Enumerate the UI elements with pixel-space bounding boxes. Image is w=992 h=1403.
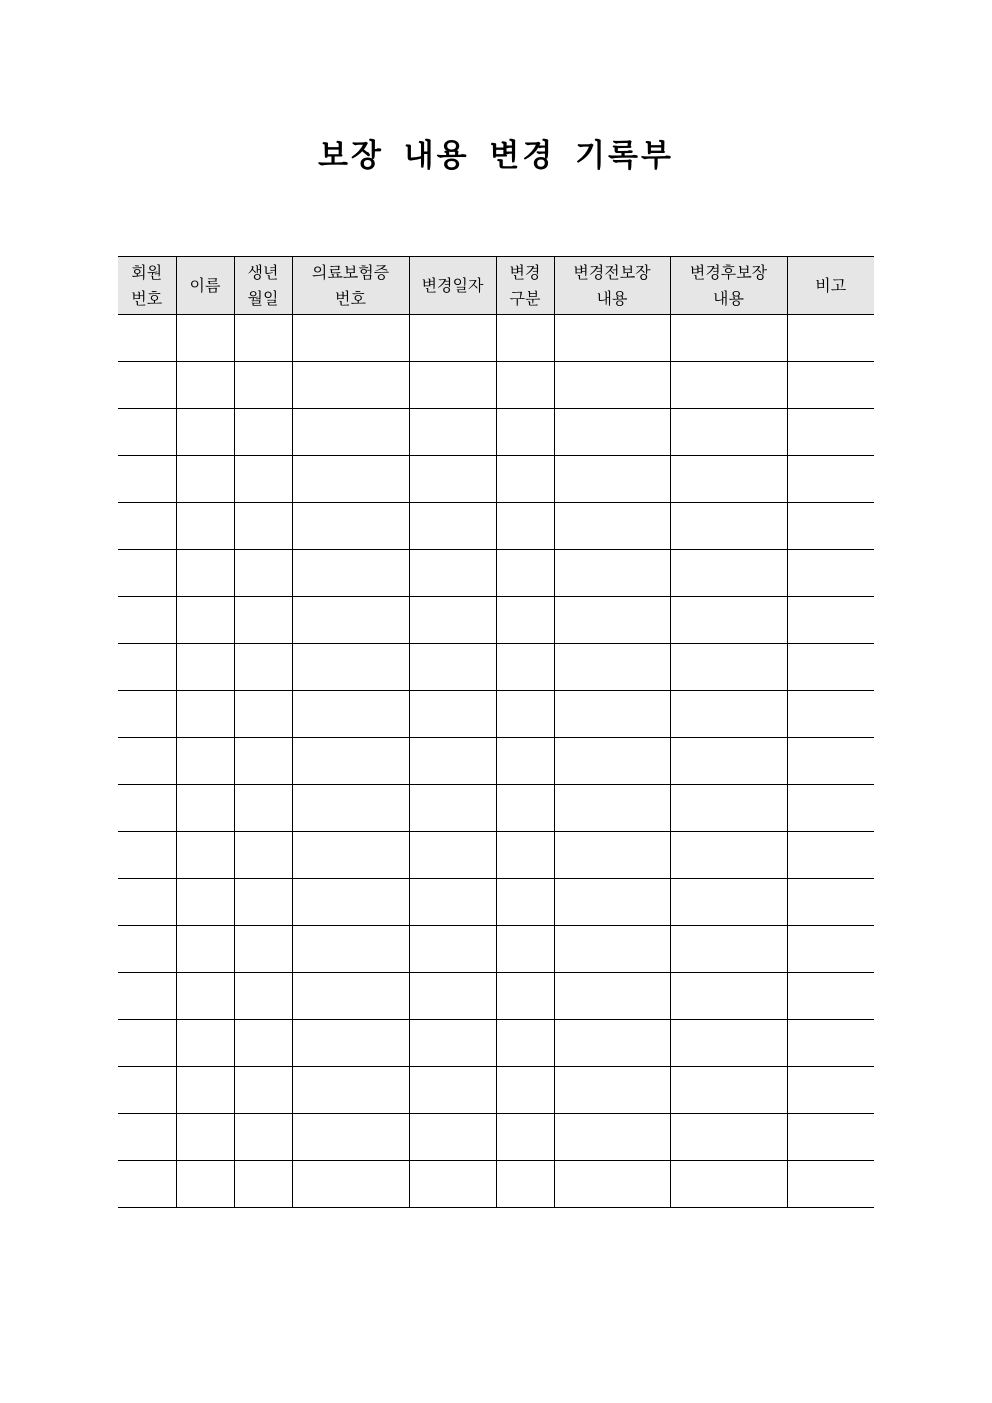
- table-cell[interactable]: [670, 832, 787, 879]
- table-row: [118, 1020, 874, 1067]
- table-cell[interactable]: [409, 879, 496, 926]
- table-cell[interactable]: [292, 550, 409, 597]
- table-row: [118, 1161, 874, 1208]
- table-cell[interactable]: [670, 456, 787, 503]
- column-header-line: 번호: [335, 288, 366, 308]
- column-header: [176, 257, 234, 315]
- table-cell[interactable]: [670, 973, 787, 1020]
- table-cell[interactable]: [409, 597, 496, 644]
- table-row: [118, 1067, 874, 1114]
- table-cell[interactable]: [292, 315, 409, 362]
- column-header-line: 내용: [713, 288, 744, 308]
- header-row: [118, 257, 874, 315]
- table-cell[interactable]: [496, 832, 554, 879]
- record-table: [118, 256, 874, 1208]
- table-cell[interactable]: [176, 1020, 234, 1067]
- table-cell[interactable]: [496, 1114, 554, 1161]
- column-header-line: 내용: [596, 288, 628, 308]
- table-row: [118, 785, 874, 832]
- table-cell[interactable]: [554, 738, 670, 785]
- table-cell[interactable]: [234, 597, 292, 644]
- table-body: [118, 315, 874, 1208]
- table-cell[interactable]: [409, 691, 496, 738]
- table-cell[interactable]: [787, 926, 874, 973]
- table-cell[interactable]: [670, 503, 787, 550]
- table-cell[interactable]: [496, 597, 554, 644]
- table-cell[interactable]: [409, 1114, 496, 1161]
- table-cell[interactable]: [409, 456, 496, 503]
- table-cell[interactable]: [554, 315, 670, 362]
- table-cell[interactable]: [234, 644, 292, 691]
- table-cell[interactable]: [118, 597, 176, 644]
- table-row: [118, 691, 874, 738]
- table-cell[interactable]: [176, 1067, 234, 1114]
- column-header-line: 변경: [509, 262, 541, 282]
- table-cell[interactable]: [670, 926, 787, 973]
- table-cell[interactable]: [496, 973, 554, 1020]
- table-cell[interactable]: [496, 691, 554, 738]
- table-cell[interactable]: [787, 691, 874, 738]
- table-cell[interactable]: [234, 832, 292, 879]
- table-cell[interactable]: [670, 1114, 787, 1161]
- column-header-line: 월일: [247, 288, 279, 308]
- column-header-line: 변경후보장: [689, 262, 768, 282]
- column-header-line: 비고: [815, 275, 847, 295]
- table-cell[interactable]: [554, 832, 670, 879]
- table-cell[interactable]: [409, 315, 496, 362]
- table-row: [118, 362, 874, 409]
- table-cell[interactable]: [554, 1114, 670, 1161]
- table-cell[interactable]: [118, 503, 176, 550]
- column-header: [787, 257, 874, 315]
- table-cell[interactable]: [118, 1161, 176, 1208]
- column-header-line: 이름: [189, 275, 221, 295]
- table-cell[interactable]: [409, 832, 496, 879]
- table-cell[interactable]: [118, 879, 176, 926]
- table-cell[interactable]: [670, 785, 787, 832]
- table-cell[interactable]: [409, 1020, 496, 1067]
- table-row: [118, 597, 874, 644]
- column-header-line: 구분: [509, 288, 541, 308]
- table-cell[interactable]: [176, 597, 234, 644]
- table-cell[interactable]: [787, 503, 874, 550]
- table-cell[interactable]: [292, 1161, 409, 1208]
- table-cell[interactable]: [409, 550, 496, 597]
- table-cell[interactable]: [234, 785, 292, 832]
- table-cell[interactable]: [670, 1067, 787, 1114]
- table-cell[interactable]: [670, 738, 787, 785]
- table-cell[interactable]: [409, 738, 496, 785]
- column-header: [496, 257, 554, 315]
- table-cell[interactable]: [292, 409, 409, 456]
- table-cell[interactable]: [496, 926, 554, 973]
- column-header: [409, 257, 496, 315]
- table-cell[interactable]: [292, 597, 409, 644]
- table-cell[interactable]: [118, 785, 176, 832]
- table-cell[interactable]: [234, 973, 292, 1020]
- table-cell[interactable]: [409, 362, 496, 409]
- column-header: [118, 257, 176, 315]
- table-cell[interactable]: [234, 1161, 292, 1208]
- table-cell[interactable]: [176, 973, 234, 1020]
- table-row: [118, 315, 874, 362]
- table-cell[interactable]: [496, 315, 554, 362]
- table-cell[interactable]: [409, 503, 496, 550]
- table-cell[interactable]: [118, 315, 176, 362]
- table-cell[interactable]: [118, 973, 176, 1020]
- table-cell[interactable]: [496, 1067, 554, 1114]
- table-cell[interactable]: [787, 597, 874, 644]
- table-cell[interactable]: [118, 644, 176, 691]
- table-cell[interactable]: [292, 879, 409, 926]
- table-cell[interactable]: [787, 315, 874, 362]
- table-cell[interactable]: [118, 1020, 176, 1067]
- table-cell[interactable]: [176, 832, 234, 879]
- table-cell[interactable]: [554, 926, 670, 973]
- table-cell[interactable]: [292, 644, 409, 691]
- table-row: [118, 409, 874, 456]
- table-cell[interactable]: [292, 691, 409, 738]
- table-cell[interactable]: [234, 550, 292, 597]
- table-cell[interactable]: [176, 926, 234, 973]
- table-cell[interactable]: [787, 738, 874, 785]
- table-cell[interactable]: [176, 738, 234, 785]
- table-cell[interactable]: [292, 1020, 409, 1067]
- table-cell[interactable]: [118, 738, 176, 785]
- table-cell[interactable]: [176, 1114, 234, 1161]
- table-cell[interactable]: [496, 738, 554, 785]
- table-row: [118, 973, 874, 1020]
- table-cell[interactable]: [670, 315, 787, 362]
- table-cell[interactable]: [496, 1020, 554, 1067]
- table-cell[interactable]: [554, 1020, 670, 1067]
- table-cell[interactable]: [554, 362, 670, 409]
- table-cell[interactable]: [176, 456, 234, 503]
- table-cell[interactable]: [670, 1020, 787, 1067]
- table-cell[interactable]: [496, 550, 554, 597]
- table-cell[interactable]: [787, 832, 874, 879]
- table-cell[interactable]: [292, 456, 409, 503]
- page-title: 보장 내용 변경 기록부: [318, 138, 674, 174]
- table-cell[interactable]: [554, 1161, 670, 1208]
- table-row: [118, 1114, 874, 1161]
- column-header-line: 번호: [131, 288, 163, 308]
- table-cell[interactable]: [176, 503, 234, 550]
- table-row: [118, 550, 874, 597]
- table-cell[interactable]: [176, 785, 234, 832]
- table-row: [118, 738, 874, 785]
- table-cell[interactable]: [118, 550, 176, 597]
- table-cell[interactable]: [176, 550, 234, 597]
- table-cell[interactable]: [234, 1067, 292, 1114]
- table-row: [118, 644, 874, 691]
- table-cell[interactable]: [496, 409, 554, 456]
- table-cell[interactable]: [670, 644, 787, 691]
- table-cell[interactable]: [496, 456, 554, 503]
- column-header: [292, 257, 409, 315]
- table-cell[interactable]: [787, 785, 874, 832]
- column-header-line: 변경전보장: [573, 262, 651, 282]
- table-cell[interactable]: [496, 785, 554, 832]
- table-cell[interactable]: [554, 691, 670, 738]
- column-header-line: 의료보험증: [311, 262, 390, 282]
- table-cell[interactable]: [118, 409, 176, 456]
- table-cell[interactable]: [292, 1114, 409, 1161]
- table-cell[interactable]: [787, 1161, 874, 1208]
- table-cell[interactable]: [234, 1114, 292, 1161]
- table-cell[interactable]: [234, 926, 292, 973]
- column-header-line: 생년: [247, 262, 279, 282]
- table-cell[interactable]: [234, 503, 292, 550]
- table-cell[interactable]: [554, 1067, 670, 1114]
- column-header: [670, 257, 787, 315]
- table-cell[interactable]: [496, 644, 554, 691]
- table-cell[interactable]: [496, 362, 554, 409]
- table-cell[interactable]: [670, 597, 787, 644]
- table-cell[interactable]: [787, 550, 874, 597]
- table-cell[interactable]: [292, 785, 409, 832]
- table-cell[interactable]: [292, 973, 409, 1020]
- table-cell[interactable]: [234, 362, 292, 409]
- column-header: [554, 257, 670, 315]
- table-cell[interactable]: [554, 973, 670, 1020]
- table-cell[interactable]: [234, 456, 292, 503]
- table-cell[interactable]: [409, 409, 496, 456]
- column-header: [234, 257, 292, 315]
- table-cell[interactable]: [234, 1020, 292, 1067]
- table-row: [118, 503, 874, 550]
- table-cell[interactable]: [554, 597, 670, 644]
- table-cell[interactable]: [554, 550, 670, 597]
- table-cell[interactable]: [670, 691, 787, 738]
- table-cell[interactable]: [787, 1020, 874, 1067]
- table-cell[interactable]: [670, 362, 787, 409]
- table-cell[interactable]: [292, 503, 409, 550]
- table-cell[interactable]: [787, 409, 874, 456]
- table-cell[interactable]: [787, 1114, 874, 1161]
- table-cell[interactable]: [234, 315, 292, 362]
- table-cell[interactable]: [118, 1114, 176, 1161]
- table-cell[interactable]: [554, 409, 670, 456]
- table-cell[interactable]: [787, 879, 874, 926]
- table-cell[interactable]: [554, 785, 670, 832]
- table-cell[interactable]: [670, 1161, 787, 1208]
- table-cell[interactable]: [118, 456, 176, 503]
- table-cell[interactable]: [176, 409, 234, 456]
- table-cell[interactable]: [554, 644, 670, 691]
- table-cell[interactable]: [176, 691, 234, 738]
- table-cell[interactable]: [787, 644, 874, 691]
- table-cell[interactable]: [554, 503, 670, 550]
- table-cell[interactable]: [176, 644, 234, 691]
- table-cell[interactable]: [176, 362, 234, 409]
- table-cell[interactable]: [670, 409, 787, 456]
- table-cell[interactable]: [292, 926, 409, 973]
- table-cell[interactable]: [176, 315, 234, 362]
- table-cell[interactable]: [787, 1067, 874, 1114]
- table-cell[interactable]: [118, 832, 176, 879]
- table-cell[interactable]: [496, 1161, 554, 1208]
- table-cell[interactable]: [554, 879, 670, 926]
- table-cell[interactable]: [118, 691, 176, 738]
- table-cell[interactable]: [787, 362, 874, 409]
- table-cell[interactable]: [292, 738, 409, 785]
- table-row: [118, 879, 874, 926]
- table-cell[interactable]: [409, 644, 496, 691]
- column-header-line: 변경일자: [421, 275, 484, 295]
- table-row: [118, 456, 874, 503]
- table-cell[interactable]: [118, 362, 176, 409]
- table-cell[interactable]: [292, 362, 409, 409]
- table-cell[interactable]: [234, 691, 292, 738]
- table-cell[interactable]: [496, 879, 554, 926]
- table-cell[interactable]: [118, 926, 176, 973]
- table-cell[interactable]: [670, 550, 787, 597]
- table-cell[interactable]: [409, 973, 496, 1020]
- table-cell[interactable]: [409, 1067, 496, 1114]
- table-cell[interactable]: [409, 1161, 496, 1208]
- table-cell[interactable]: [409, 926, 496, 973]
- table-cell[interactable]: [554, 456, 670, 503]
- table-cell[interactable]: [292, 832, 409, 879]
- table-cell[interactable]: [292, 1067, 409, 1114]
- table-row: [118, 832, 874, 879]
- table-cell[interactable]: [670, 879, 787, 926]
- column-header-line: 회원: [131, 262, 163, 282]
- table-cell[interactable]: [176, 1161, 234, 1208]
- table-cell[interactable]: [787, 973, 874, 1020]
- table-cell[interactable]: [234, 879, 292, 926]
- table-cell[interactable]: [118, 1067, 176, 1114]
- table-cell[interactable]: [176, 879, 234, 926]
- table-cell[interactable]: [496, 503, 554, 550]
- table-cell[interactable]: [234, 409, 292, 456]
- table-cell[interactable]: [234, 738, 292, 785]
- table-cell[interactable]: [787, 456, 874, 503]
- table-cell[interactable]: [409, 785, 496, 832]
- table-row: [118, 926, 874, 973]
